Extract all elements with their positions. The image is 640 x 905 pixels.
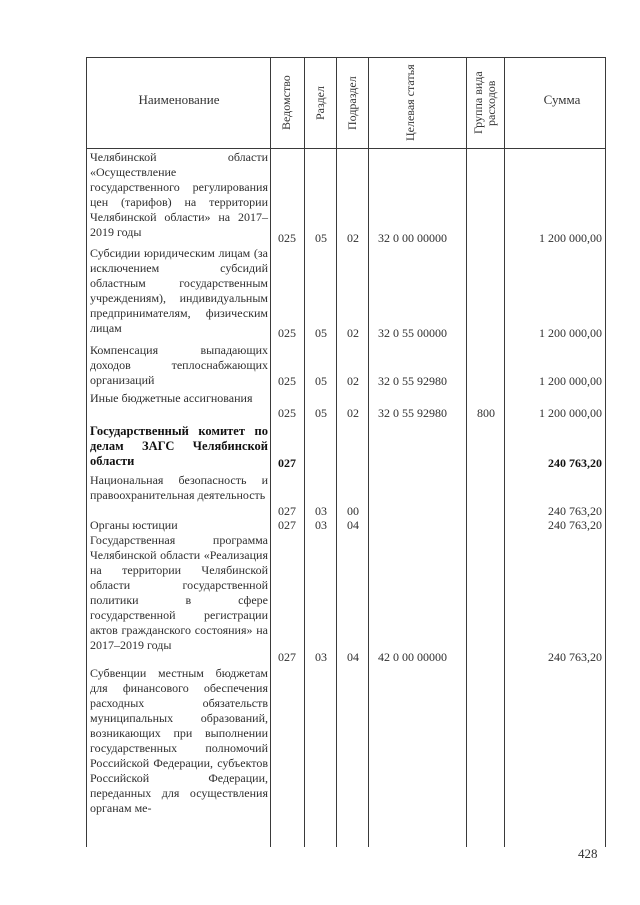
row-name: Субвенции местным бюджетам для финансового обеспечения расходных обязательств муниципальных образований, возникающих при выполнении государственных полномочий Российской Федерации, субъектов Российской Федерации, переданных для осуществления органам ме- (90, 666, 268, 815)
row-summa: 1 200 000,00 (539, 406, 602, 420)
row-name: Иные бюджетные ассигнования (90, 391, 253, 405)
header-gruppa: Группа вида расходов (471, 71, 498, 135)
row-celevaya: 32 0 55 92980 (378, 374, 447, 388)
row-razdel: 05 (315, 231, 327, 245)
row-podrazdel: 02 (347, 326, 359, 340)
row-summa: 1 200 000,00 (539, 231, 602, 245)
row-celevaya: 42 0 00 00000 (378, 650, 447, 664)
row-name: Органы юстиции (90, 518, 178, 532)
col-divider-cel (466, 57, 467, 847)
col-divider-pod (368, 57, 369, 847)
row-celevaya: 32 0 55 92980 (378, 406, 447, 420)
row-podrazdel: 02 (347, 374, 359, 388)
col-divider-raz (336, 57, 337, 847)
row-podrazdel: 00 (347, 504, 359, 518)
row-summa: 1 200 000,00 (539, 326, 602, 340)
row-vedomstvo: 027 (278, 456, 296, 470)
row-vedomstvo: 025 (278, 326, 296, 340)
row-summa: 240 763,20 (548, 650, 602, 664)
row-name: Субсидии юридическим лицам (за исключением субсидий областным государственным учреждениям), индивидуальным предпринимателям, физическим лицам (90, 246, 268, 335)
header-bottom-border (86, 148, 606, 149)
header-vedomstvo: Ведомство (279, 75, 293, 131)
row-podrazdel: 04 (347, 518, 359, 532)
header-name: Наименование (138, 92, 220, 107)
table-left-border (86, 57, 87, 847)
row-vedomstvo: 025 (278, 406, 296, 420)
row-summa: 240 763,20 (548, 518, 602, 532)
row-name: Челябинской области «Осуществление государственного регулирования цен (тарифов) на территории Челябинской области» на 2017–2019 годы (90, 150, 268, 239)
row-podrazdel: 04 (347, 650, 359, 664)
row-celevaya: 32 0 00 00000 (378, 231, 447, 245)
row-summa: 240 763,20 (548, 456, 602, 470)
table-top-border (86, 57, 606, 58)
row-razdel: 05 (315, 374, 327, 388)
row-vedomstvo: 027 (278, 518, 296, 532)
header-razdel: Раздел (313, 86, 327, 120)
row-name: Национальная безопасность и правоохранительная деятельность (90, 473, 268, 502)
row-name: Государственная программа Челябинской области «Реализация на территории Челябинской области государственной политики в сфере государственной регистрации актов гражданского состояния» на 2017–2019 годы (90, 533, 268, 652)
row-razdel: 03 (315, 518, 327, 532)
col-divider-grp (504, 57, 505, 847)
row-vedomstvo: 025 (278, 231, 296, 245)
row-razdel: 05 (315, 326, 327, 340)
row-name: Государственный комитет по делам ЗАГС Челябинской области (90, 424, 268, 468)
row-vedomstvo: 027 (278, 504, 296, 518)
header-summa: Сумма (543, 92, 581, 107)
table-right-border (605, 57, 606, 847)
col-divider-ved (304, 57, 305, 847)
row-celevaya: 32 0 55 00000 (378, 326, 447, 340)
header-celevaya: Целевая статья (403, 64, 417, 142)
page-number: 428 (578, 846, 598, 861)
row-gruppa: 800 (477, 406, 495, 420)
row-razdel: 05 (315, 406, 327, 420)
row-razdel: 03 (315, 650, 327, 664)
col-divider-name (270, 57, 271, 847)
row-vedomstvo: 025 (278, 374, 296, 388)
row-podrazdel: 02 (347, 406, 359, 420)
header-podrazdel: Подраздел (345, 76, 359, 130)
row-summa: 240 763,20 (548, 504, 602, 518)
row-podrazdel: 02 (347, 231, 359, 245)
row-name: Компенсация выпадающих доходов теплоснабжающих организаций (90, 343, 268, 387)
row-razdel: 03 (315, 504, 327, 518)
row-summa: 1 200 000,00 (539, 374, 602, 388)
row-vedomstvo: 027 (278, 650, 296, 664)
